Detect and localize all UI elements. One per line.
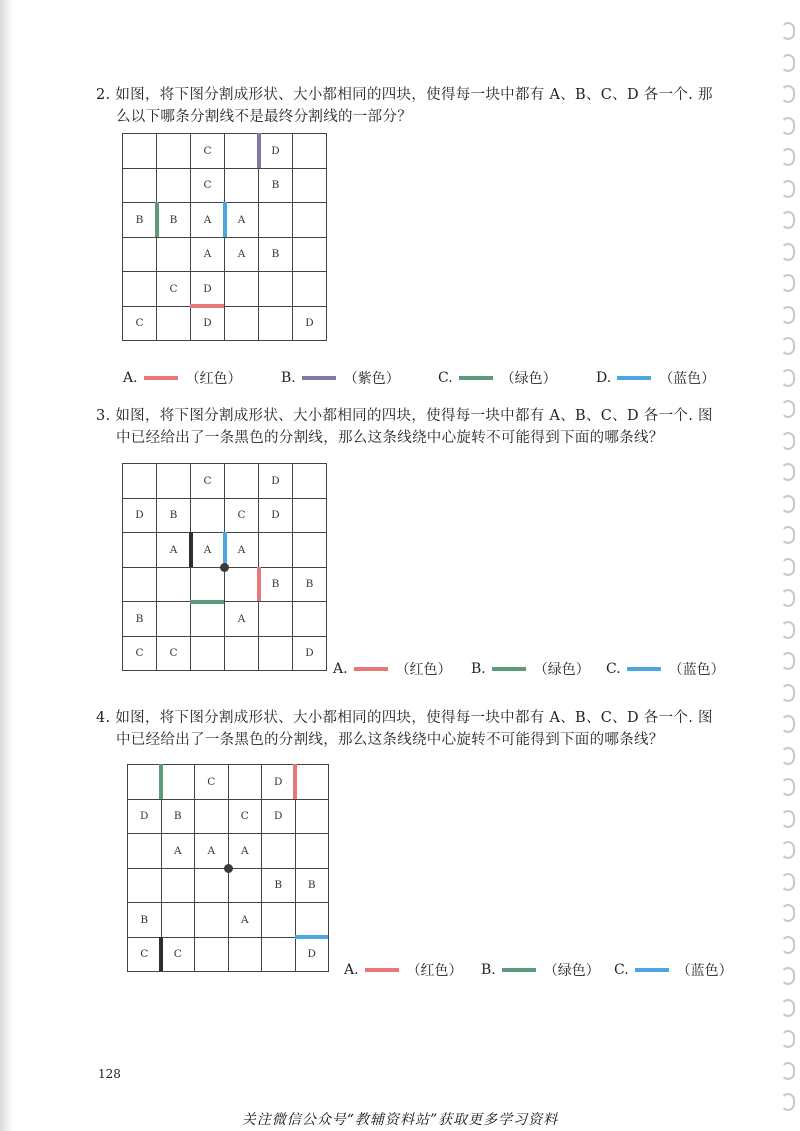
binder-ring [781,999,795,1017]
color-swatch [617,376,651,380]
grid-cell: A [224,237,259,273]
grid-cell: B [292,567,327,603]
grid-cell: A [190,202,225,238]
option-blue [596,368,715,388]
grid-cell [122,133,157,169]
grid-cell: C [224,498,259,534]
grid-cell: A [228,902,263,938]
option-label: （蓝色） [659,371,716,387]
grid-cell [156,168,191,204]
binder-ring [781,589,795,607]
question-4-text [96,707,713,751]
binder-ring [781,936,795,954]
grid-cell [292,133,327,169]
grid-cell: C [156,636,191,672]
color-swatch [635,968,669,972]
option-label: （绿色） [533,662,590,678]
grid-cell [258,601,293,637]
grid-cell [190,636,225,672]
grid-cell [127,764,162,800]
grid-cell [228,937,263,973]
grid-center-dot [220,563,229,572]
binder-ring [781,778,795,796]
option-letter: C. [614,962,629,978]
grid-cell [258,636,293,672]
color-swatch [354,667,388,671]
red-divider-line [257,567,261,602]
color-swatch [459,376,493,380]
option-letter: B. [471,661,486,677]
grid-cell [161,902,196,938]
question-4-line-1: 4. 如图，将下图分割成形状、大小都相同的四块，使得每一块中都有 A、B、C、D 各一个. 图 [96,710,713,726]
option-letter: B. [481,962,496,978]
grid-cell: A [224,601,259,637]
option-label: （红色） [185,371,242,387]
binder-ring [781,22,795,40]
grid-cell: D [292,636,327,672]
grid-cell: D [258,463,293,499]
grid-cell [295,902,330,938]
grid-cell: B [156,202,191,238]
grid-cell: C [228,799,263,835]
grid-cell: C [190,168,225,204]
grid-cell [156,133,191,169]
grid-cell: B [261,868,296,904]
blue-divider-line [223,532,227,567]
grid-cell [190,601,225,637]
grid-cell: D [261,764,296,800]
option-letter: A. [333,661,348,677]
option-label: （蓝色） [668,662,725,678]
question-3-line-1: 3. 如图，将下图分割成形状、大小都相同的四块，使得每一块中都有 A、B、C、D 各一个. 图 [96,408,713,424]
binder-ring [781,432,795,450]
grid-cell: B [156,498,191,534]
color-swatch [365,968,399,972]
grid-cell [224,636,259,672]
option-letter: A. [344,962,359,978]
grid-cell: D [258,133,293,169]
grid-cell: C [122,636,157,672]
grid-cell: B [258,567,293,603]
grid-cell: B [258,168,293,204]
grid-cell [122,271,157,307]
grid-cell [122,168,157,204]
grid-cell [194,937,229,973]
grid-cell: C [190,463,225,499]
grid-cell: B [122,202,157,238]
grid-cell: D [122,498,157,534]
option-letter: C. [438,370,453,386]
grid-cell [261,833,296,869]
grid-cell: A [190,532,225,568]
grid-cell [261,937,296,973]
grid-cell [122,567,157,603]
binder-ring [781,715,795,733]
grid-cell [224,567,259,603]
grid-cell: B [127,902,162,938]
green-divider-line [190,600,224,604]
grid-cell: D [190,306,225,342]
green-divider-line [159,764,163,799]
question-4-line-2: 中已经给出了一条黑色的分割线，那么这条线绕中心旋转不可能得到下面的哪条线？ [116,732,664,748]
grid-cell [161,764,196,800]
grid-cell [228,764,263,800]
grid-cell [292,532,327,568]
binder-ring [781,526,795,544]
grid-cell: D [261,799,296,835]
grid-cell: A [161,833,196,869]
binder-ring [781,652,795,670]
question-3-line-2: 中已经给出了一条黑色的分割线，那么这条线绕中心旋转不可能得到下面的哪条线？ [116,430,664,446]
grid-cell: C [194,764,229,800]
blue-divider-line [223,202,227,237]
color-swatch [627,667,661,671]
grid-cell [224,271,259,307]
grid-cell [122,463,157,499]
grid-cell: C [190,133,225,169]
grid-cell [292,202,327,238]
grid-cell [292,498,327,534]
grid-cell [228,868,263,904]
grid-cell [258,271,293,307]
grid-cell: A [156,532,191,568]
grid-cell [122,237,157,273]
option-label: （绿色） [500,371,557,387]
question-4-grid [127,764,328,971]
binder-ring [781,274,795,292]
grid-cell: A [194,833,229,869]
grid-cell [292,237,327,273]
grid-cell [156,567,191,603]
grid-cell [194,902,229,938]
binder-ring [781,904,795,922]
black-divider-line [159,937,163,972]
option-letter: B. [281,370,296,386]
option-letter: D. [596,370,612,386]
grid-cell [156,306,191,342]
option-red [333,659,452,679]
binder-ring [781,243,795,261]
grid-cell [194,868,229,904]
grid-cell: A [224,202,259,238]
binder-ring [781,747,795,765]
binder-ring [781,117,795,135]
grid-cell: B [122,601,157,637]
binder-ring [781,1062,795,1080]
question-2-grid [122,133,326,340]
grid-cell: A [224,532,259,568]
binder-ring [781,148,795,166]
red-divider-line [293,764,297,799]
grid-cell: C [122,306,157,342]
grid-cell [258,532,293,568]
option-label: （红色） [395,662,452,678]
binder-ring [781,684,795,702]
option-label: （红色） [406,963,463,979]
binder-ring [781,211,795,229]
question-3-options [333,659,733,683]
grid-cell [295,799,330,835]
grid-cell [292,168,327,204]
grid-cell [156,237,191,273]
option-red [123,368,242,388]
grid-cell: D [258,498,293,534]
grid-cell: C [127,937,162,973]
question-4-options [344,960,744,984]
green-divider-line [155,202,159,237]
binder-ring [781,495,795,513]
grid-cell [127,833,162,869]
grid-cell [127,868,162,904]
question-2-line-2: 么以下哪条分割线不是最终分割线的一部分？ [116,109,412,125]
page-left-shadow [0,0,14,1131]
color-swatch [502,968,536,972]
grid-cell [292,271,327,307]
grid-cell [194,799,229,835]
option-label: （紫色） [343,371,400,387]
binder-ring [781,400,795,418]
page-number: 128 [98,1067,121,1081]
grid-cell: A [190,237,225,273]
binder-ring [781,54,795,72]
option-blue [606,659,725,679]
grid-cell [261,902,296,938]
option-red [344,960,463,980]
grid-cell [295,833,330,869]
question-3-grid [122,463,326,670]
question-2-text [96,84,713,128]
option-green [471,659,590,679]
binder-ring [781,337,795,355]
binder-ring [781,180,795,198]
option-purple [281,368,400,388]
spiral-binding [778,0,798,1131]
grid-cell: C [161,937,196,973]
grid-cell: A [228,833,263,869]
footer-watermark: 关注微信公众号“教辅资料站”获取更多学习资料 [241,1112,559,1128]
grid-cell [258,306,293,342]
question-2-line-1: 2. 如图，将下图分割成形状、大小都相同的四块，使得每一块中都有 A、B、C、D 各一个. 那 [96,87,713,103]
binder-ring [781,306,795,324]
option-blue [614,960,733,980]
grid-cell [161,868,196,904]
grid-cell: B [258,237,293,273]
question-2-options [123,368,743,392]
grid-cell [190,498,225,534]
color-swatch [302,376,336,380]
option-label: （蓝色） [676,963,733,979]
grid-cell [258,202,293,238]
binder-ring [781,621,795,639]
binder-ring [781,1030,795,1048]
grid-cell: D [295,937,330,973]
grid-cell [156,463,191,499]
grid-cell [295,764,330,800]
grid-cell: D [292,306,327,342]
grid-cell [224,306,259,342]
binder-ring [781,463,795,481]
binder-ring [781,369,795,387]
grid-cell: B [161,799,196,835]
option-letter: A. [123,370,138,386]
blue-divider-line [295,935,329,939]
grid-center-dot [224,864,233,873]
grid-cell: C [156,271,191,307]
binder-ring [781,85,795,103]
grid-cell: D [127,799,162,835]
grid-cell [224,168,259,204]
binder-ring [781,873,795,891]
option-label: （绿色） [543,963,600,979]
grid-cell [156,601,191,637]
color-swatch [144,376,178,380]
grid-cell: B [295,868,330,904]
option-letter: C. [606,661,621,677]
grid-cell [190,567,225,603]
binder-ring [781,810,795,828]
grid-cell [122,532,157,568]
binder-ring [781,967,795,985]
color-swatch [492,667,526,671]
option-green [481,960,600,980]
purple-divider-line [257,133,261,168]
question-3-text [96,405,713,449]
grid-cell [292,601,327,637]
grid-cell: D [190,271,225,307]
option-green [438,368,557,388]
grid-cell [224,463,259,499]
grid-cell [292,463,327,499]
red-divider-line [190,304,224,308]
black-divider-line [189,532,193,567]
binder-ring [781,841,795,859]
binder-ring [781,558,795,576]
grid-cell [224,133,259,169]
